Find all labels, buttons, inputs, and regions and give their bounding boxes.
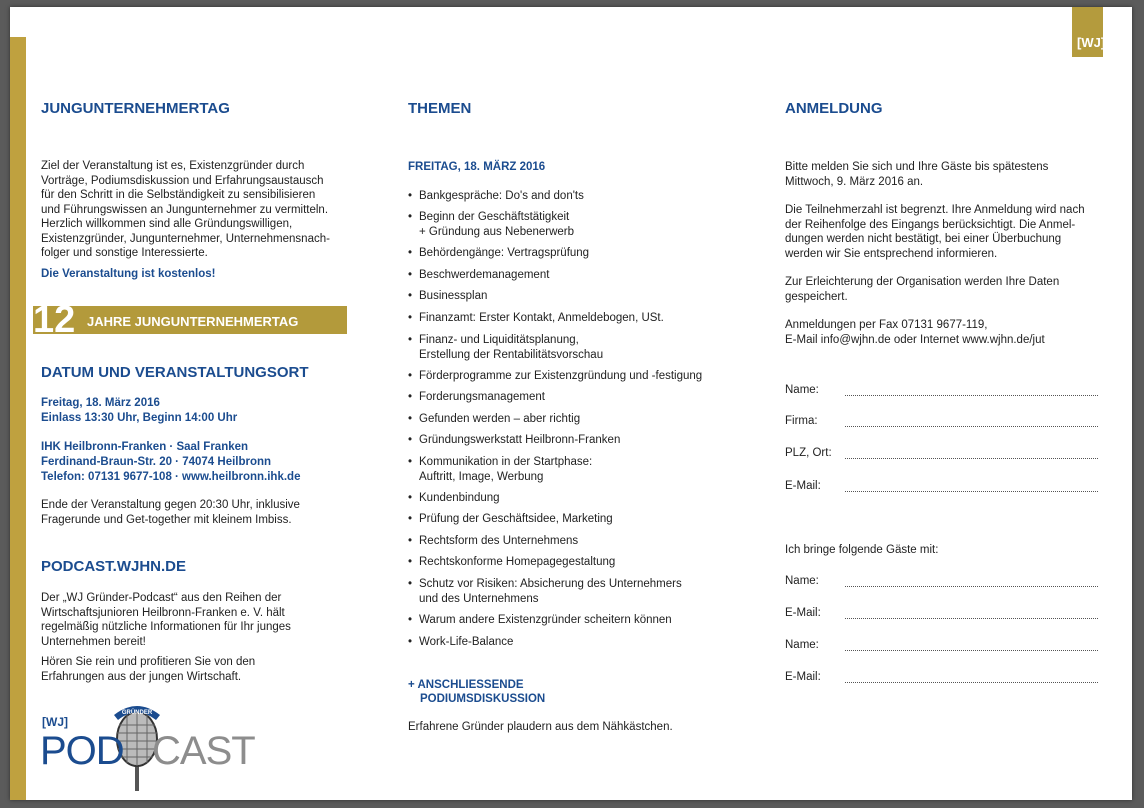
anniversary-banner [33, 299, 347, 341]
logo-ring-text: GRÜNDER [121, 710, 153, 716]
field-label-guest-email: E-Mail: [785, 671, 821, 683]
anmeldung-text: Die Teilnehmerzahl ist begrenzt. Ihre Anmeldung wird nach [785, 204, 1085, 216]
banner-text: JAHRE JUNGUNTERNEHMERTAG [87, 314, 299, 329]
field-label-email: E-Mail: [785, 480, 821, 492]
podium-line-2: PODIUMSDISKUSSION [420, 693, 546, 705]
event-date: Freitag, 18. März 2016 [41, 397, 160, 409]
brochure-page: [WJ] JUNGUNTERNEHMERTAG Ziel der Veranstaltung ist es, Existenzgründer durch Vorträge, Podiumsdiskussion und Erfahrungsaustausch für den Schritt in die Selbständigkeit zu sensibilisieren und Führungswissen an Jungunternehmer zu vermitteln. Herzlich willkommen sind alle Gründungswilligen, Existenzgründer, Jungunternehmer, Unternehmensnach- folger und sonstige Interessierte. Die Veranstaltung ist kostenlos! 12 JAHRE JUNGUNTERNEHMERTAG DATUM UND VERANSTALTUNGSORT Freitag, 18. März 2016 Einlass 13:30 Uhr, Beginn 14:00 Uhr IHK Heilbronn-Franken · Saal Franken Ferdinand-Braun-Str. 20 · 74074 Heilbronn Telefon: 07131 9677-108 · www.heilbronn.ihk.de Ende der Veranstaltung gegen 20:30 Uhr, inklusive Fragerunde und Get-together mit kleinem Imbiss. PODCAST.WJHN.DE Der „WJ Gründer-Podcast“ aus den Reihen der Wirtschaftsjunioren Heilbronn-Franken e. V. hält regelmäßig nützliche Informationen für Ihr junges Unternehmen bereit! Hören Sie rein und profitieren Sie von den Erfahrungen aus der jungen Wirtschaft. [WJ] GRÜNDER POD CAST THEMEN FREITAG, 18. MÄRZ 2016 • Bankgespräche: Do's and don'ts • Beginn der Geschäftstätigkeit + Gründung aus Nebenerwerb • Behördengänge: Vertragsprüfung • Beschwerdemanagement • Businessplan • Finanzamt: Erster Kontakt, Anmeldebogen, USt. • Finanz- und Liquiditätsplanung, Erstellung der Rentabilitätsvorschau • Förderprogramme zur Existenzgründung und -festigung • Forderungsmanagement • Gefunden werden – aber richtig • Gründungswerkstatt Heilbronn-Franken • Kommunikation in der Startphase: Auftritt, Image, Werbung • Kundenbindung • Prüfung der Geschäftsidee, Marketing • Rechtsform des Unternehmens • Rechtskonforme Homepagegestaltung • Schutz vor Risiken: Absicherung des Unternehmers und des Unternehmens • Warum andere Existenzgründer scheitern können • Work-Life-Balance + ANSCHLIESSENDE PODIUMSDISKUSSION Erfahrene Gründer plaudern aus dem Nähkästchen. ANMELDUNG Bitte melden Sie sich und Ihre Gäste bis spätestens Mittwoch, 9. März 2016 an. Die Teilnehmerzahl ist begrenzt. Ihre Anmeldung wird nach der Reihenfolge des Eingangs berücksichtigt. Die Anmel- dungen werden nicht bestätigt, bei einer Überbuchung werden wir Sie entsprechend informieren. Zur Erleichterung der Organisation werden Ihre Daten gespeichert. Anmeldungen per Fax 07131 9677-119, E-Mail info@wjhn.de oder Internet www.wjhn.de/jut Name: Firma: PLZ, Ort: E-Mail: Ich bringe folgende Gäste mit: Name: E-Mail: Name: E-Mail: [10, 7, 1132, 800]
field-label-guest-name: Name: [785, 639, 819, 651]
intro-line: und Führungswissen an Jungunternehmer zu vermitteln. [41, 203, 329, 216]
field-label-guest-email: E-Mail: [785, 607, 821, 619]
podcast-line: regelmäßig nützliche Informationen für Ihr junges [41, 621, 291, 633]
anmeldung-text: dungen werden nicht bestätigt, bei einer Überbuchung [785, 233, 1062, 245]
field-label-name: Name: [785, 384, 819, 396]
heading-anmeldung: ANMELDUNG [785, 100, 883, 117]
wj-badge [1072, 7, 1106, 57]
anmeldung-text: E-Mail info@wjhn.de oder Internet www.wjhn.de/jut [785, 333, 1045, 346]
heading-themen: THEMEN [408, 100, 472, 117]
heading-podcast: PODCAST.WJHN.DE [41, 558, 187, 575]
logo-wj: [WJ] [42, 715, 68, 729]
field-label-plz-ort: PLZ, Ort: [785, 447, 832, 459]
intro-line: Vorträge, Podiumsdiskussion und Erfahrungsaustausch [41, 174, 324, 187]
intro-line: Existenzgründer, Jungunternehmer, Unternehmensnach- [41, 232, 330, 245]
venue-name: IHK Heilbronn-Franken · Saal Franken [41, 441, 249, 453]
podium-line-1: + ANSCHLIESSENDE [408, 679, 524, 691]
podcast-logo [40, 701, 270, 781]
listen-line: Erfahrungen aus der jungen Wirtschaft. [41, 670, 242, 683]
podcast-line: Unternehmen bereit! [41, 635, 146, 648]
intro-line: Ziel der Veranstaltung ist es, Existenzgründer durch [41, 160, 305, 172]
field-label-firma: Firma: [785, 415, 818, 427]
podium-description: Erfahrene Gründer plaudern aus dem Nähkästchen. [408, 721, 673, 733]
venue-address: Ferdinand-Braun-Str. 20 · 74074 Heilbronn [41, 456, 272, 468]
heading-jungunternehmertag: JUNGUNTERNEHMERTAG [41, 100, 230, 117]
anmeldung-text: gespeichert. [785, 290, 848, 303]
left-accent-bar [10, 37, 26, 800]
guests-label: Ich bringe folgende Gäste mit: [785, 544, 939, 556]
field-label-guest-name: Name: [785, 575, 819, 587]
heading-datum-ort: DATUM UND VERANSTALTUNGSORT [41, 364, 309, 381]
intro-line: folger und sonstige Interessierte. [41, 247, 208, 259]
event-end: Fragerunde und Get-together mit kleinem Imbiss. [41, 514, 292, 526]
wj-badge-text: [WJ] [1077, 35, 1106, 50]
intro-line: Herzlich willkommen sind alle Gründungswilligen, [41, 218, 293, 230]
email-field[interactable] [845, 481, 1098, 492]
anmeldung-text: Bitte melden Sie sich und Ihre Gäste bis spätestens [785, 161, 1049, 173]
plz-ort-field[interactable] [845, 448, 1098, 459]
venue-contact: Telefon: 07131 9677-108 · www.heilbronn.ihk.de [41, 471, 301, 483]
anmeldung-text: Zur Erleichterung der Organisation werden Ihre Daten [785, 276, 1060, 288]
intro-line: für den Schritt in die Selbständigkeit zu sensibilisieren [41, 189, 316, 201]
guest2-name-field[interactable] [845, 640, 1098, 651]
anmeldung-text: Anmeldungen per Fax 07131 9677-119, [785, 319, 988, 331]
free-notice: Die Veranstaltung ist kostenlos! [41, 268, 216, 280]
guest1-name-field[interactable] [845, 576, 1098, 587]
themen-date: FREITAG, 18. MÄRZ 2016 [408, 161, 546, 173]
logo-pod: POD [40, 729, 124, 773]
guest2-email-field[interactable] [845, 672, 1098, 683]
event-end: Ende der Veranstaltung gegen 20:30 Uhr, inklusive [41, 499, 300, 511]
event-time: Einlass 13:30 Uhr, Beginn 14:00 Uhr [41, 412, 238, 424]
podcast-line: Der „WJ Gründer-Podcast“ aus den Reihen der [41, 592, 282, 604]
banner-number: 12 [33, 299, 76, 341]
guest1-email-field[interactable] [845, 608, 1098, 619]
name-field[interactable] [845, 385, 1098, 396]
anmeldung-text: werden wir Sie entsprechend informieren. [785, 247, 998, 260]
logo-cast: CAST [152, 729, 255, 773]
anmeldung-text: der Reihenfolge des Eingangs berücksichtigt. Die Anmel- [785, 218, 1076, 231]
listen-line: Hören Sie rein und profitieren Sie von den [41, 656, 256, 668]
podcast-line: Wirtschaftsjunioren Heilbronn-Franken e. V. hält [41, 606, 285, 619]
anmeldung-text: Mittwoch, 9. März 2016 an. [785, 175, 924, 188]
firma-field[interactable] [845, 416, 1098, 427]
